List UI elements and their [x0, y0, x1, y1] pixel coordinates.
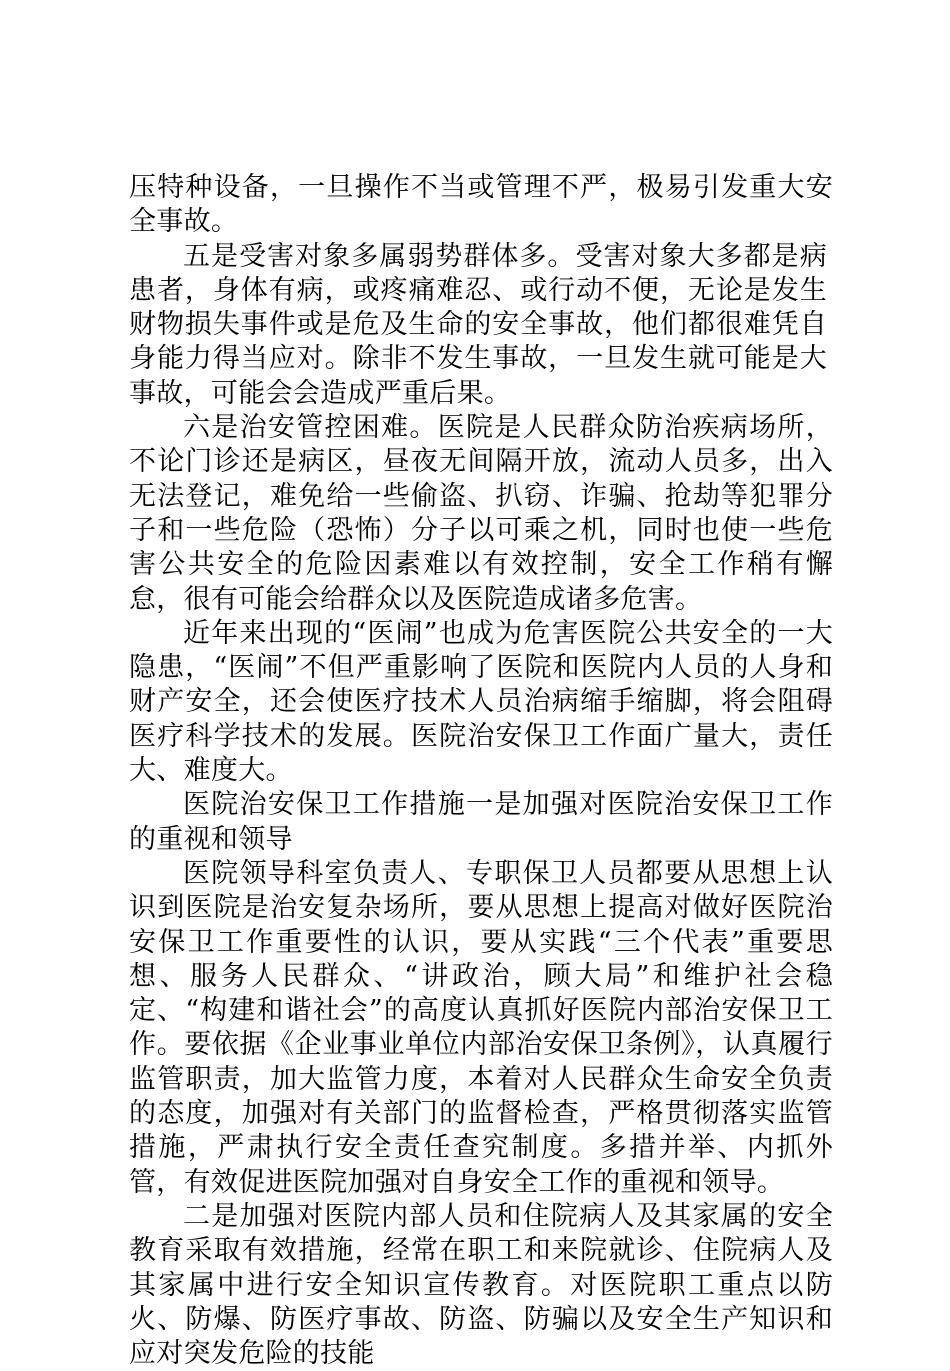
paragraph-security-control: 六是治安管控困难。医院是人民群众防治疾病场所，不论门诊还是病区，昼夜无间隔开放，流动人员多，出入无法登记，难免给一些偷盗、扒窃、诈骗、抢劫等犯罪分子和一些危险（恐怖）分子以可乘之机，同时也使一些危害公共安全的危险因素难以有效控制，安全工作稍有懈怠，很有可能会给群众以及医院造成诸多危害。 [129, 412, 833, 615]
paragraph-leadership: 医院领导科室负责人、专职保卫人员都要从思想上认识到医院是治安复杂场所，要从思想上提高对做好医院治安保卫工作重要性的认识，要从实践“三个代表”重要思想、服务人民群众、“讲政治，顾大局”和维护社会稳定、“构建和谐社会”的高度认真抓好医院内部治安保卫工作。要依据《企业事业单位内部治安保卫条例》，认真履行监管职责，加大监管力度，本着对人民群众生命安全负责的态度，加强对有关部门的监督检查，严格贯彻落实监管措施，严肃执行安全责任查究制度。多措并举、内抓外管，有效促进医院加强对自身安全工作的重视和领导。 [129, 857, 833, 1198]
paragraph-medical-disturbance: 近年来出现的“医闹”也成为危害医院公共安全的一大隐患，“医闹”不但严重影响了医院和医院内人员的人身和财产安全，还会使医疗技术人员治病缩手缩脚，将会阻碍医疗科学技术的发展。医院治安保卫工作面广量大，责任大、难度大。 [129, 617, 833, 787]
paragraph-safety-education: 二是加强对医院内部人员和住院病人及其家属的安全教育采取有效措施，经常在职工和来院就诊、住院病人及其家属中进行安全知识宣传教育。对医院职工重点以防火、防爆、防医疗事故、防盗、防骗以及安全生产知识和应对突发危险的技能 [129, 1200, 833, 1370]
paragraph-measures-heading: 医院治安保卫工作措施一是加强对医院治安保卫工作的重视和领导 [129, 789, 833, 855]
paragraph-vulnerable-victims: 五是受害对象多属弱势群体多。受害对象大多都是病患者，身体有病，或疼痛难忍、或行动不便，无论是发生财物损失事件或是危及生命的安全事故，他们都很难凭自身能力得当应对。除非不发生事故，一旦发生就可能是大事故，可能会会造成严重后果。 [129, 240, 827, 409]
paragraph-continuation: 压特种设备，一旦操作不当或管理不严，极易引发重大安全事故。 [129, 172, 833, 238]
document-body [129, 171, 833, 1371]
